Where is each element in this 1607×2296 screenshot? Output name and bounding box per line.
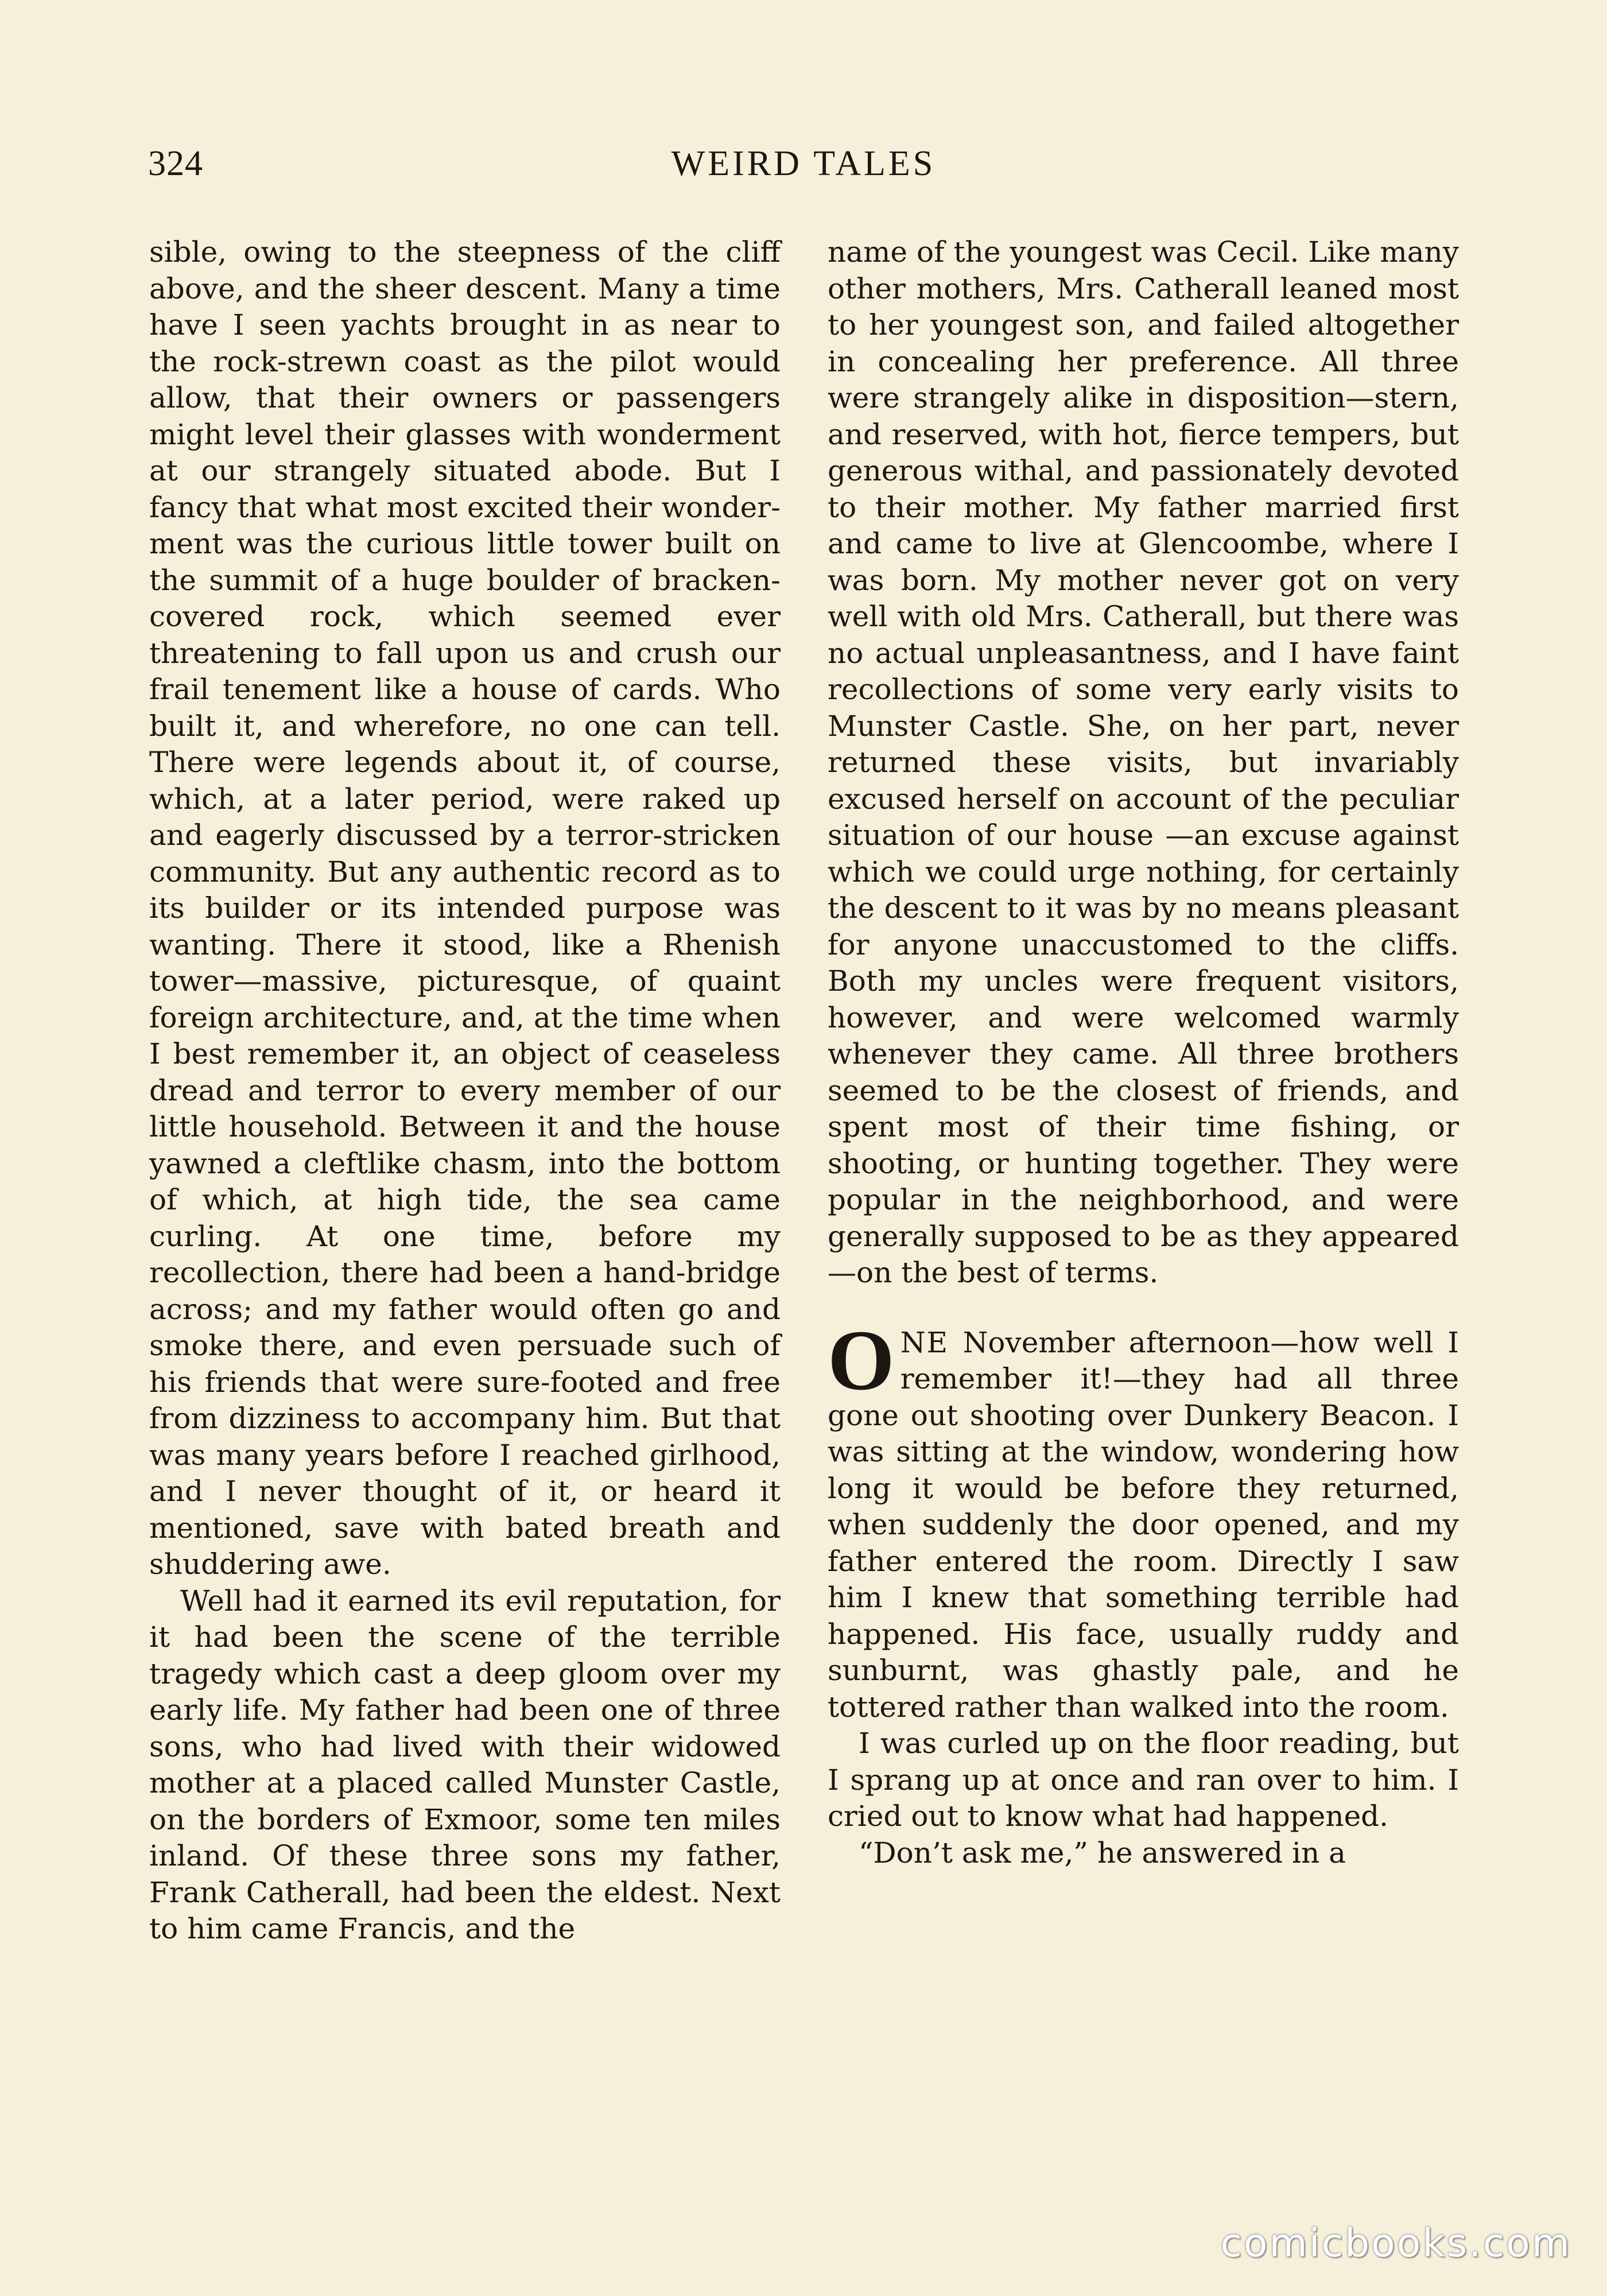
paragraph: “Don’t ask me,” he answered in a <box>859 1836 1346 1870</box>
section-opening-paragraph <box>828 1312 1459 1726</box>
left-column <box>149 234 781 1948</box>
paragraph-text: November afternoon—how well I remember it!—they had all three gone out shooting over Dunkery Beacon. I was sitting at the window, wondering how long it would be before they returned, when suddenly the door opened, and my father entered the room. Directly I saw him I knew that something terrible had happened. His face, usually ruddy and sunburnt, was ghastly pale, and he tottered rather than walked into the room. <box>828 1325 1459 1724</box>
drop-cap: O <box>828 1312 895 1408</box>
running-title: WEIRD TALES <box>671 144 936 183</box>
paragraph: name of the youngest was Cecil. Like many other mothers, Mrs. Catherall leaned most to her youngest son, and failed altogether in concealing her preference. All three were strangely alike in disposition—stern, and reserved, with hot, fierce tempers, but generous withal, and passionately devoted to their mother. My father married first and came to live at Glencoombe, where I was born. My mother never got on very well with old Mrs. Catherall, but there was no actual unpleasantness, and I have faint recollections of some very early visits to Munster Castle. She, on her part, never returned these visits, but invariably excused herself on account of the peculiar situation of our house —an excuse against which we could urge nothing, for certainly the descent to it was by no means pleasant for anyone unaccustomed to the cliffs. Both my uncles were frequent visitors, however, and were welcomed warmly whenever they came. All three brothers seemed to be the closest of friends, and spent most of their time fishing, or shooting, or hunting together. They were popular in the neighborhood, and were generally supposed to be as they appeared—on the best of terms. <box>828 235 1459 1289</box>
page-number: 324 <box>148 144 203 183</box>
paragraph: I was curled up on the floor reading, but I sprang up at once and ran over to him. I cried out to know what had happened. <box>828 1727 1459 1833</box>
paragraph: Well had it earned its evil reputation, for it had been the scene of the terrible tragedy which cast a deep gloom over my early life. My father had been one of three sons, who had lived with their widowed mother at a placed called Munster Castle, on the borders of Exmoor, some ten miles inland. Of these three sons my father, Frank Catherall, had been the eldest. Next to him came Francis, and the <box>149 1584 781 1945</box>
small-caps-lead: NE <box>900 1325 949 1359</box>
right-column <box>828 234 1459 1871</box>
paragraph: sible, owing to the steepness of the cliff above, and the sheer descent. Many a time have I seen yachts brought in as near to the rock-strewn coast as the pilot would allow, that their owners or passengers might level their glasses with wonderment at our strangely situated abode. But I fancy that what most excited their wonderment was the curious little tower built on the summit of a huge boulder of bracken-covered rock, which seemed ever threatening to fall upon us and crush our frail tenement like a house of cards. Who built it, and wherefore, no one can tell. There were legends about it, of course, which, at a later period, were raked up and eagerly discussed by a terror-stricken community. But any authentic record as to its builder or its intended purpose was wanting. There it stood, like a Rhenish tower—massive, picturesque, of quaint foreign architecture, and, at the time when I best remember it, an object of ceaseless dread and terror to every member of our little household. Between it and the house yawned a cleftlike chasm, into the bottom of which, at high tide, the sea came curling. At one time, before my recollection, there had been a hand-bridge across; and my father would often go and smoke there, and even persuade such of his friends that were sure-footed and free from dizziness to accompany him. But that was many years before I reached girlhood, and I never thought of it, or heard it mentioned, save with bated breath and shuddering awe. <box>149 235 781 1581</box>
watermark: comicbooks.com <box>1220 2221 1571 2266</box>
